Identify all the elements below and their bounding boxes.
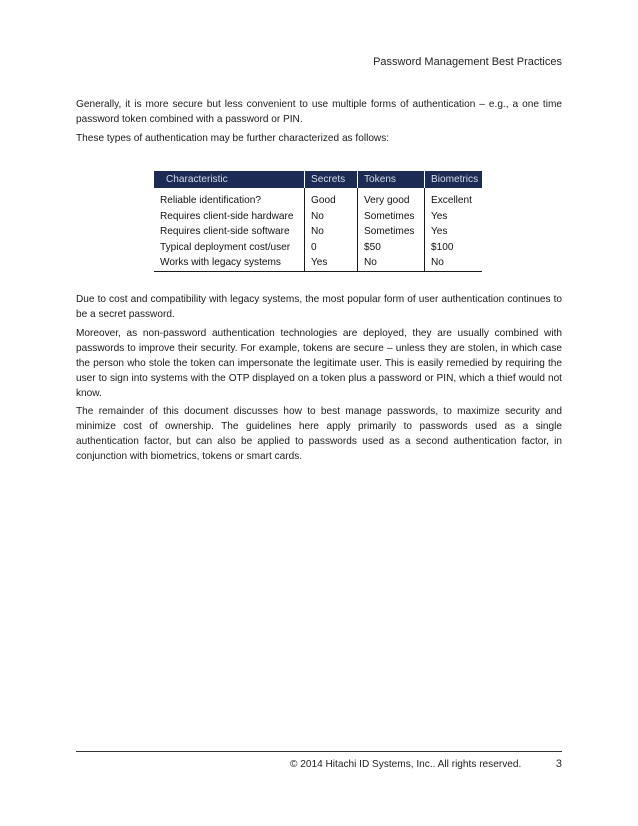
table-cell: Requires client-side hardware <box>160 210 294 222</box>
table-row <box>154 224 482 240</box>
table-row <box>154 190 482 209</box>
paragraph-document-scope: The remainder of this document discusses how to best manage passwords, to maximize security and minimize cost of ownership. The guidelines here apply primarily to passwords used as a single authentication factor, but can also be applied to passwords used as a second authentication factor, in conjunction with biometrics, tokens or smart cards. <box>76 406 562 462</box>
authentication-comparison-table <box>154 171 482 272</box>
table-cell: Excellent <box>425 190 483 209</box>
paragraph-combined-authentication: Moreover, as non-password authentication technologies are deployed, they are usually combined with passwords to improve their security. For example, tokens are secure – unless they are stolen, in which case the person who stole the token can impersonate the legitimate user. This is easily remedied by requiring the user to sign into systems with the OTP displayed on a token plus a password or PIN, which a thief would not know. <box>76 328 562 399</box>
table-row <box>154 255 482 271</box>
footer-copyright: © 2014 Hitachi ID Systems, Inc.. All rights reserved. <box>290 759 522 770</box>
table-cell: Sometimes <box>358 209 425 225</box>
table-cell: $100 <box>425 240 483 256</box>
paragraph-table-intro: These types of authentication may be further characterized as follows: <box>76 133 390 144</box>
table-cell: 0 <box>305 240 358 256</box>
table-cell: Yes <box>425 209 483 225</box>
table-cell: Typical deployment cost/user <box>160 241 291 253</box>
table-cell: No <box>425 255 483 271</box>
column-header-biometrics: Biometrics <box>425 171 483 188</box>
table-cell: Sometimes <box>358 224 425 240</box>
column-header-characteristic: Characteristic <box>154 171 305 188</box>
table-cell: No <box>305 224 358 240</box>
table-header-row <box>154 171 482 188</box>
table-cell: Very good <box>358 190 425 209</box>
column-header-tokens: Tokens <box>358 171 425 188</box>
column-header-secrets: Secrets <box>305 171 358 188</box>
running-header: Password Management Best Practices <box>373 56 562 68</box>
table-cell: No <box>305 209 358 225</box>
table-cell: No <box>358 255 425 271</box>
footer-divider <box>76 751 562 752</box>
table-cell: $50 <box>358 240 425 256</box>
table-cell: Yes <box>305 255 358 271</box>
paragraph-cost-compatibility: Due to cost and compatibility with legacy systems, the most popular form of user authentication continues to be a secret password. <box>76 294 562 320</box>
page-number: 3 <box>555 758 562 770</box>
table-cell: Reliable identification? <box>160 195 262 207</box>
table-cell: Works with legacy systems <box>160 257 281 269</box>
table-cell: Good <box>305 190 358 209</box>
table-row <box>154 240 482 256</box>
paragraph-multifactor-intro: Generally, it is more secure but less convenient to use multiple forms of authentication – e.g., a one time password token combined with a password or PIN. <box>76 99 562 125</box>
table-cell: Yes <box>425 224 483 240</box>
table-row <box>154 209 482 225</box>
table-cell: Requires client-side software <box>160 226 290 238</box>
